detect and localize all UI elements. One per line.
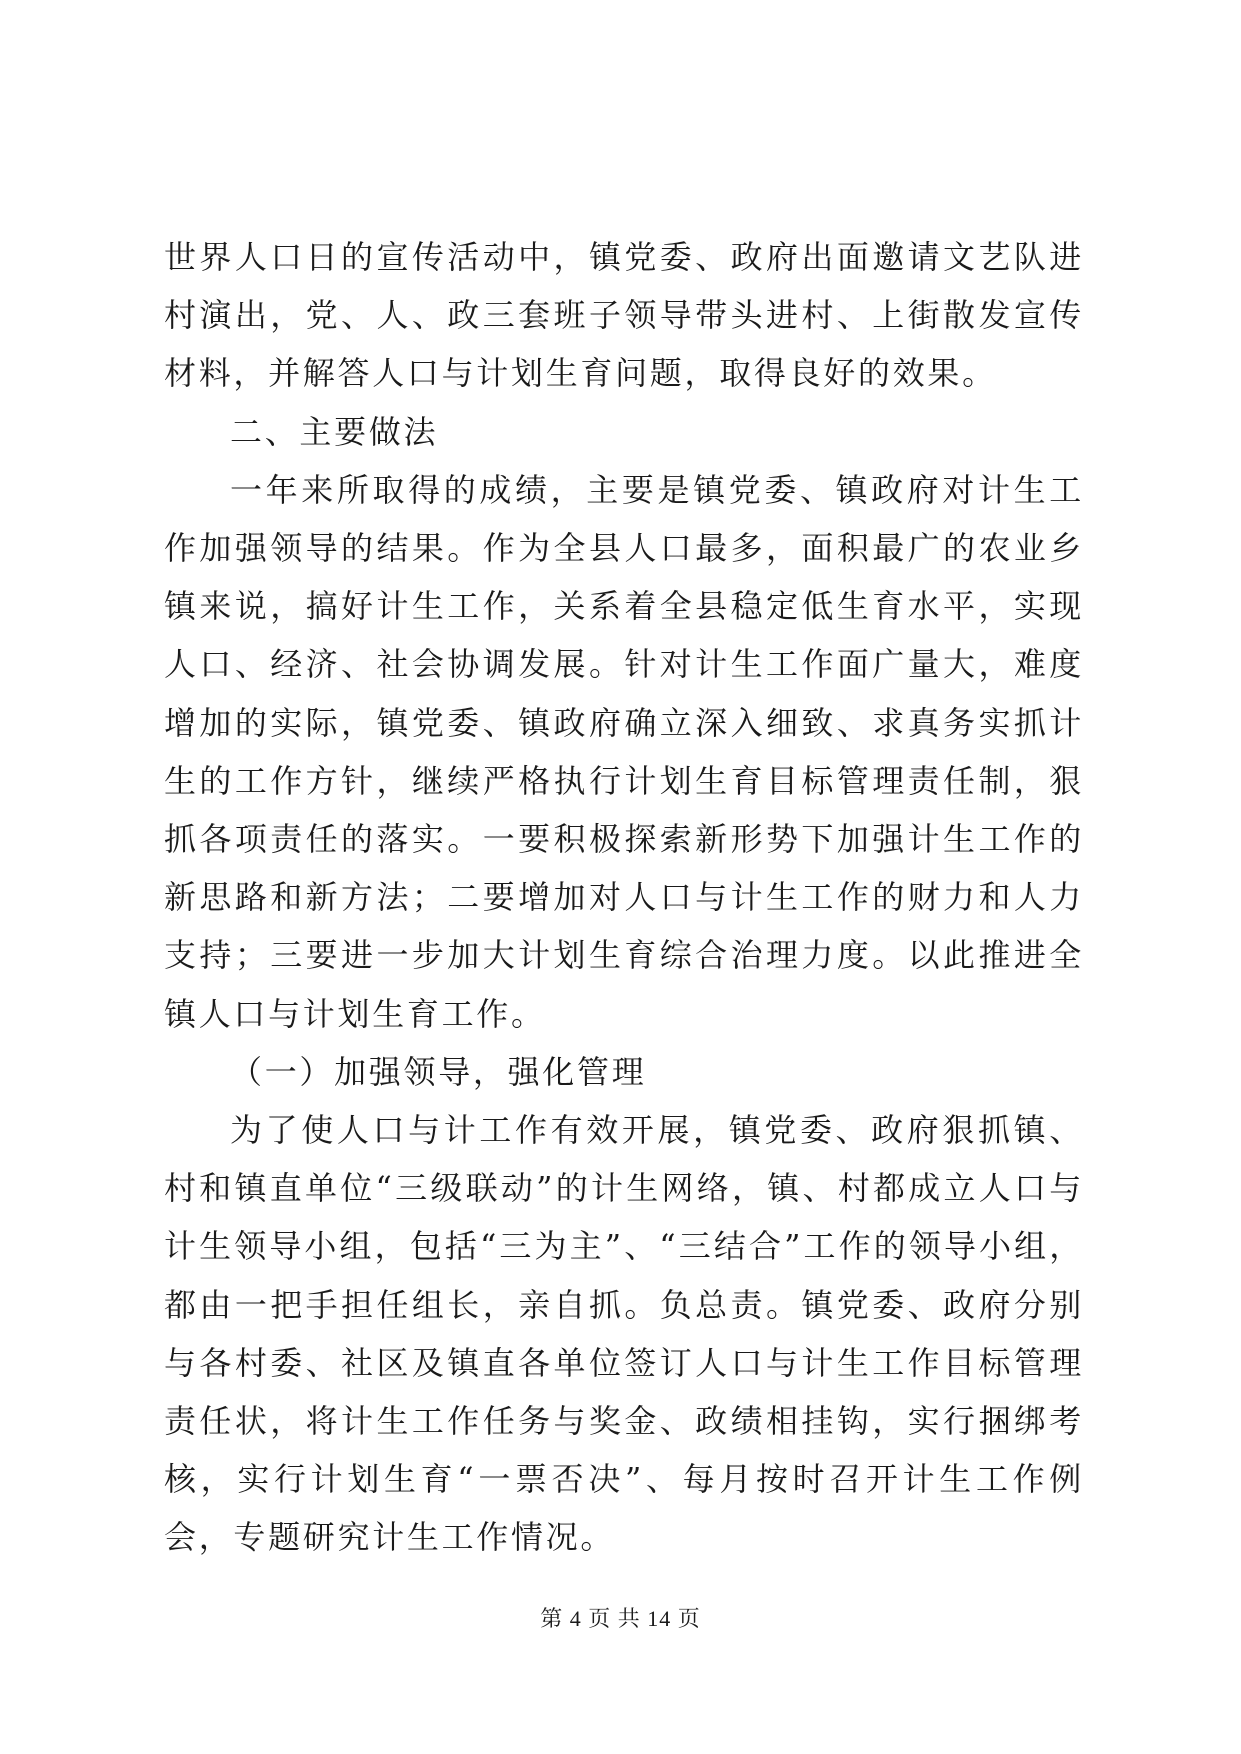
- document-body: [164, 228, 1084, 1567]
- subsection-heading: （一）加强领导，强化管理: [230, 1052, 647, 1091]
- section-heading: 二、主要做法: [230, 412, 439, 451]
- continuation-paragraph: 世界人口日的宣传活动中，镇党委、政府出面邀请文艺队进村演出，党、人、政三套班子领导带头进村、上街散发宣传材料，并解答人口与计划生育问题，取得良好的效果。: [164, 238, 1084, 393]
- body-paragraph: 一年来所取得的成绩，主要是镇党委、镇政府对计生工作加强领导的结果。作为全县人口最多，面积最广的农业乡镇来说，搞好计生工作，关系着全县稳定低生育水平，实现人口、经济、社会协调发展。针对计生工作面广量大，难度增加的实际，镇党委、镇政府确立深入细致、求真务实抓计生的工作方针，继续严格执行计划生育目标管理责任制，狠抓各项责任的落实。一要积极探索新形势下加强计生工作的新思路和新方法；二要增加对人口与计生工作的财力和人力支持；三要进一步加大计划生育综合治理力度。以此推进全镇人口与计划生育工作。: [164, 470, 1084, 1033]
- body-paragraph: 为了使人口与计工作有效开展，镇党委、政府狠抓镇、村和镇直单位“三级联动”的计生网络，镇、村都成立人口与计生领导小组，包括“三为主”、“三结合”工作的领导小组，都由一把手担任组长，亲自抓。负总责。镇党委、政府分别与各村委、社区及镇直各单位签订人口与计生工作目标管理责任状，将计生工作任务与奖金、政绩相挂钩，实行捆绑考核，实行计划生育“一票否决”、每月按时召开计生工作例会，专题研究计生工作情况。: [164, 1111, 1084, 1557]
- page-footer: 第 4 页 共 14 页: [540, 1606, 701, 1631]
